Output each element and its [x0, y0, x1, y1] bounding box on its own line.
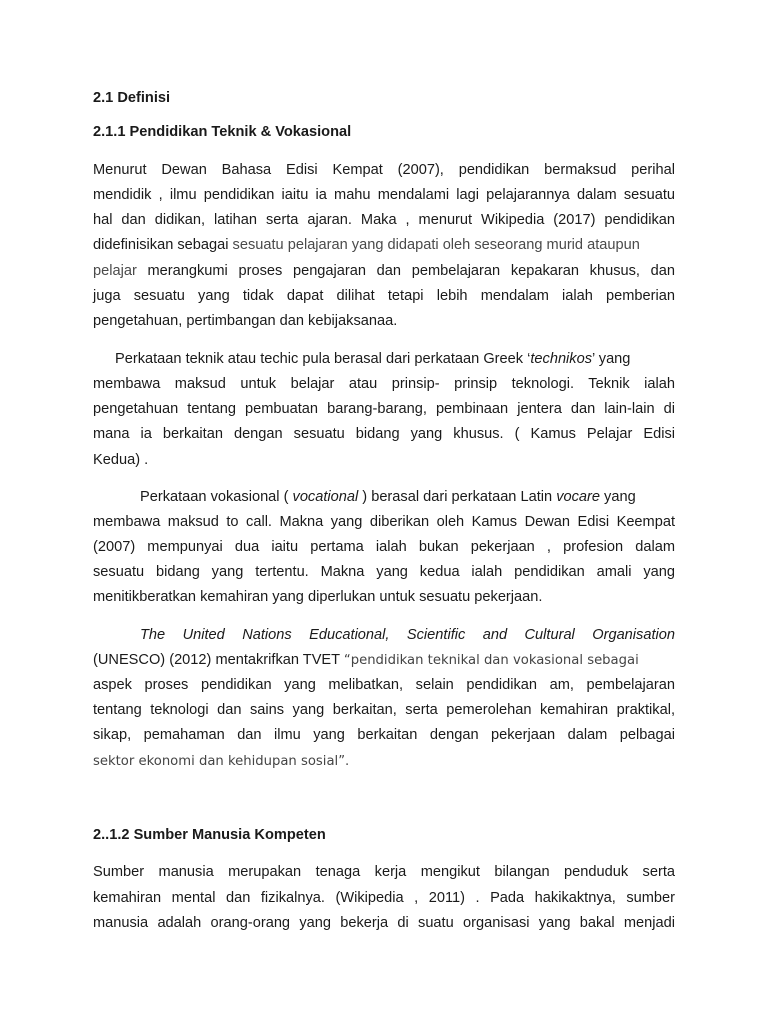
p4-line-6: sektor ekonomi dan kehidupan sosial”. [93, 754, 350, 769]
p4-unesco-name: The United Nations Educational, Scientific and Cultural Organisation [140, 627, 675, 643]
p1-quoted-pelajar: pelajar [93, 263, 137, 279]
p2-text: ’ yang [592, 351, 631, 367]
p3-text: ) berasal dari perkataan Latin [358, 489, 557, 505]
p3-vocational: vocational [292, 489, 359, 505]
p4-line-4: tentang teknologi dan sains yang berkaitan, serta pemerolehan kemahiran praktikal, [93, 702, 675, 718]
p3-line-5: menitikberatkan kemahiran yang diperlukan untuk sesuatu pekerjaan. [93, 589, 543, 605]
p5-line-2: kemahiran mental dan fizikalnya. (Wikipedia , 2011) . Pada hakikaktnya, sumber [93, 890, 675, 906]
heading-sumber-manusia: 2..1.2 Sumber Manusia Kompeten [93, 827, 326, 843]
p2-technikos: technikos [530, 351, 593, 367]
p1-text: didefinisikan sebagai [93, 237, 233, 253]
p1-line-4 [93, 233, 675, 258]
p5-line-1: Sumber manusia merupakan tenaga kerja mengikut bilangan penduduk serta [93, 864, 675, 880]
p5-line-3: manusia adalah orang-orang yang bekerja di suatu organisasi yang bakal menjadi [93, 915, 675, 931]
p4-line-2 [93, 648, 675, 673]
p3-text: Perkataan vokasional ( [140, 489, 293, 505]
p3-vocare: vocare [556, 489, 600, 505]
p1-line-6: juga sesuatu yang tidak dapat dilihat tetapi lebih mendalam ialah pemberian [93, 288, 675, 304]
p2-line-2: membawa maksud untuk belajar atau prinsip- prinsip teknologi. Teknik ialah [93, 376, 675, 392]
p3-text: yang [600, 489, 636, 505]
p1-line-7: pengetahuan, pertimbangan dan kebijaksanaa. [93, 313, 398, 329]
p1-text: merangkumi proses pengajaran dan pembelajaran kepakaran khusus, dan [136, 263, 675, 279]
p2-line-5: Kedua) . [93, 452, 149, 468]
p1-line-3: hal dan didikan, latihan serta ajaran. Maka , menurut Wikipedia (2017) pendidikan [93, 212, 675, 228]
p1-line-1: Menurut Dewan Bahasa Edisi Kempat (2007), pendidikan bermaksud perihal [93, 162, 675, 178]
p1-line-5 [93, 259, 675, 284]
p1-quoted-definition: sesuatu pelajaran yang didapati oleh seseorang murid ataupun [232, 237, 640, 253]
p3-line-2: membawa maksud to call. Makna yang diberikan oleh Kamus Dewan Edisi Keempat [93, 514, 675, 530]
p1-line-2: mendidik , ilmu pendidikan iaitu ia mahu mendalami lagi pelajarannya dalam sesuatu [93, 187, 675, 203]
p2-line-4: mana ia berkaitan dengan sesuatu bidang yang khusus. ( Kamus Pelajar Edisi [93, 426, 675, 442]
p2-text: Perkataan teknik atau techic pula berasal dari perkataan Greek ‘ [115, 351, 531, 367]
p3-line-4: sesuatu bidang yang tertentu. Makna yang kedua ialah pendidikan amali yang [93, 564, 675, 580]
heading-pendidikan-teknik: 2.1.1 Pendidikan Teknik & Vokasional [93, 124, 352, 140]
p4-line-3: aspek proses pendidikan yang melibatkan, selain pendidikan am, pembelajaran [93, 677, 675, 693]
p4-quote-start: “pendidikan teknikal dan vokasional sebagai [343, 653, 639, 668]
p3-line-3: (2007) mempunyai dua iaitu pertama ialah bukan pekerjaan , profesion dalam [93, 539, 675, 555]
p4-line-1 [140, 623, 675, 648]
p4-line-5: sikap, pemahaman dan ilmu yang berkaitan dengan pekerjaan dalam pelbagai [93, 727, 675, 743]
p3-line-1 [140, 485, 675, 510]
p2-line-3: pengetahuan tentang pembuatan barang-barang, pembinaan jentera dan lain-lain di [93, 401, 675, 417]
p2-line-1 [115, 347, 675, 372]
heading-definisi: 2.1 Definisi [93, 90, 171, 106]
p4-text: (UNESCO) (2012) mentakrifkan TVET [93, 652, 344, 668]
